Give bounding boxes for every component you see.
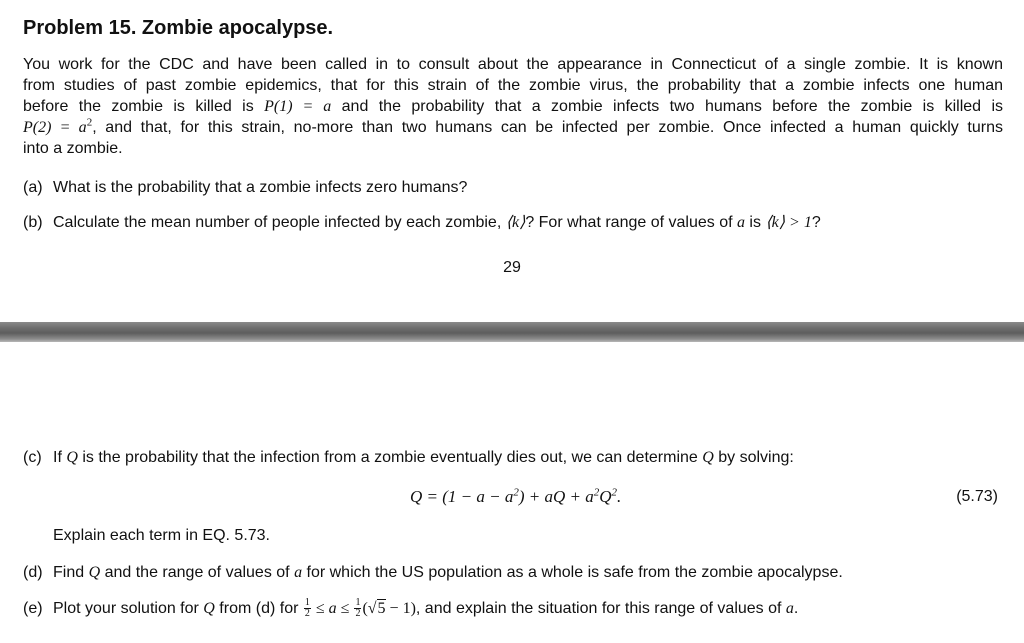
part-c — [23, 447, 794, 468]
part-e-label: (e) — [23, 600, 43, 617]
intro-line-3-text-a: before the zombie is killed is — [23, 98, 265, 115]
fraction-one-half — [304, 598, 311, 619]
part-a-label: (a) — [23, 179, 43, 196]
equation-exp-2: 2 — [593, 486, 600, 499]
equation-number: (5.73) — [956, 488, 998, 505]
equation-exp-3: 2 — [611, 486, 618, 499]
part-d-text-2: and the range of values of — [100, 564, 295, 581]
sqrt-symbol: √ — [367, 600, 377, 617]
range-inequality: ≤ a ≤ — [311, 600, 354, 617]
part-d-text-1: Find — [53, 564, 89, 581]
intro-line-3 — [23, 96, 1003, 117]
sqrt-radicand: 5 — [377, 600, 386, 617]
part-b-text-2: ? For what range of values of — [525, 214, 737, 231]
part-b-label: (b) — [23, 214, 43, 231]
part-e-text-1: Plot your solution for — [53, 600, 204, 617]
part-c-text-3: by solving: — [713, 449, 794, 466]
mean-k-symbol: ⟨k⟩ — [505, 214, 526, 231]
p2-equation: P(2) = a — [23, 119, 87, 136]
intro-line-3-text-b: and the probability that a zombie infects two humans before the zombie is killed is — [331, 98, 1003, 115]
part-b — [23, 212, 821, 233]
intro-line-4 — [23, 117, 1003, 138]
p2-exponent: 2 — [86, 116, 93, 129]
part-e-text-2: from (d) for — [214, 600, 303, 617]
fraction-one-half-2 — [354, 598, 361, 619]
fraction-2-numerator: 1 — [355, 597, 361, 609]
a-symbol-e: a — [785, 600, 794, 617]
intro-line-5: into a zombie. — [23, 140, 123, 157]
part-d-text-3: for which the US population as a whole is safe from the zombie apocalypse. — [302, 564, 843, 581]
fraction-2-denominator: 2 — [355, 608, 361, 620]
sqrt-five — [368, 599, 386, 617]
intro-line-1: You work for the CDC and have been called in to consult about the appearance in Connecticut of a single zombie. It is known — [23, 56, 1003, 73]
part-d — [23, 562, 843, 583]
a-symbol-d: a — [294, 564, 303, 581]
q-symbol-2: Q — [702, 449, 714, 466]
intro-line-2: from studies of past zombie epidemics, that for this strain of the zombie virus, the probability that a zombie infects one human — [23, 77, 1003, 94]
intro-paragraph — [23, 54, 1003, 159]
fraction-1-denominator: 2 — [304, 608, 310, 620]
part-e-text-3: , and explain the situation for this range of values of — [415, 600, 786, 617]
paren-open: ( — [362, 600, 368, 617]
part-e-text-4: . — [793, 600, 799, 617]
mean-k-inequality: ⟨k⟩ > 1 — [765, 214, 812, 231]
part-c-label: (c) — [23, 449, 42, 466]
q-symbol-e: Q — [203, 600, 215, 617]
page-separator — [0, 322, 1024, 342]
a-symbol: a — [736, 214, 745, 231]
after-sqrt: − 1) — [385, 600, 416, 617]
explain-instruction: Explain each term in EQ. 5.73. — [53, 527, 270, 544]
equation-part-1: Q = (1 − a − a — [410, 487, 514, 506]
q-symbol: Q — [66, 449, 78, 466]
equation-exp-1: 2 — [513, 486, 519, 499]
equation-5-73-row — [0, 485, 1024, 509]
part-a-text: What is the probability that a zombie infects zero humans? — [53, 179, 468, 196]
page-number: 29 — [503, 259, 521, 276]
equation-part-2: ) + aQ + a — [518, 487, 594, 506]
intro-line-4-text: , and that, for this strain, no-more than two humans can be infected per zombie. Once infected a human quickly turns — [92, 119, 1003, 136]
q-symbol-d: Q — [88, 564, 101, 581]
part-a — [23, 177, 467, 198]
part-c-text-1: If — [53, 449, 67, 466]
part-c-text-2: is the probability that the infection from a zombie eventually dies out, we can determine — [77, 449, 703, 466]
equation-part-4: . — [617, 487, 622, 506]
fraction-1-numerator: 1 — [304, 597, 310, 609]
equation-5-73 — [410, 485, 621, 509]
problem-title: Problem 15. Zombie apocalypse. — [23, 17, 334, 39]
equation-part-3: Q — [599, 487, 612, 506]
part-b-text-1: Calculate the mean number of people infected by each zombie, — [53, 214, 506, 231]
part-e — [23, 598, 798, 619]
p1-equation: P(1) = a — [264, 98, 332, 115]
part-b-text-3: is — [744, 214, 766, 231]
part-b-text-4: ? — [811, 214, 821, 231]
part-d-label: (d) — [23, 564, 43, 581]
